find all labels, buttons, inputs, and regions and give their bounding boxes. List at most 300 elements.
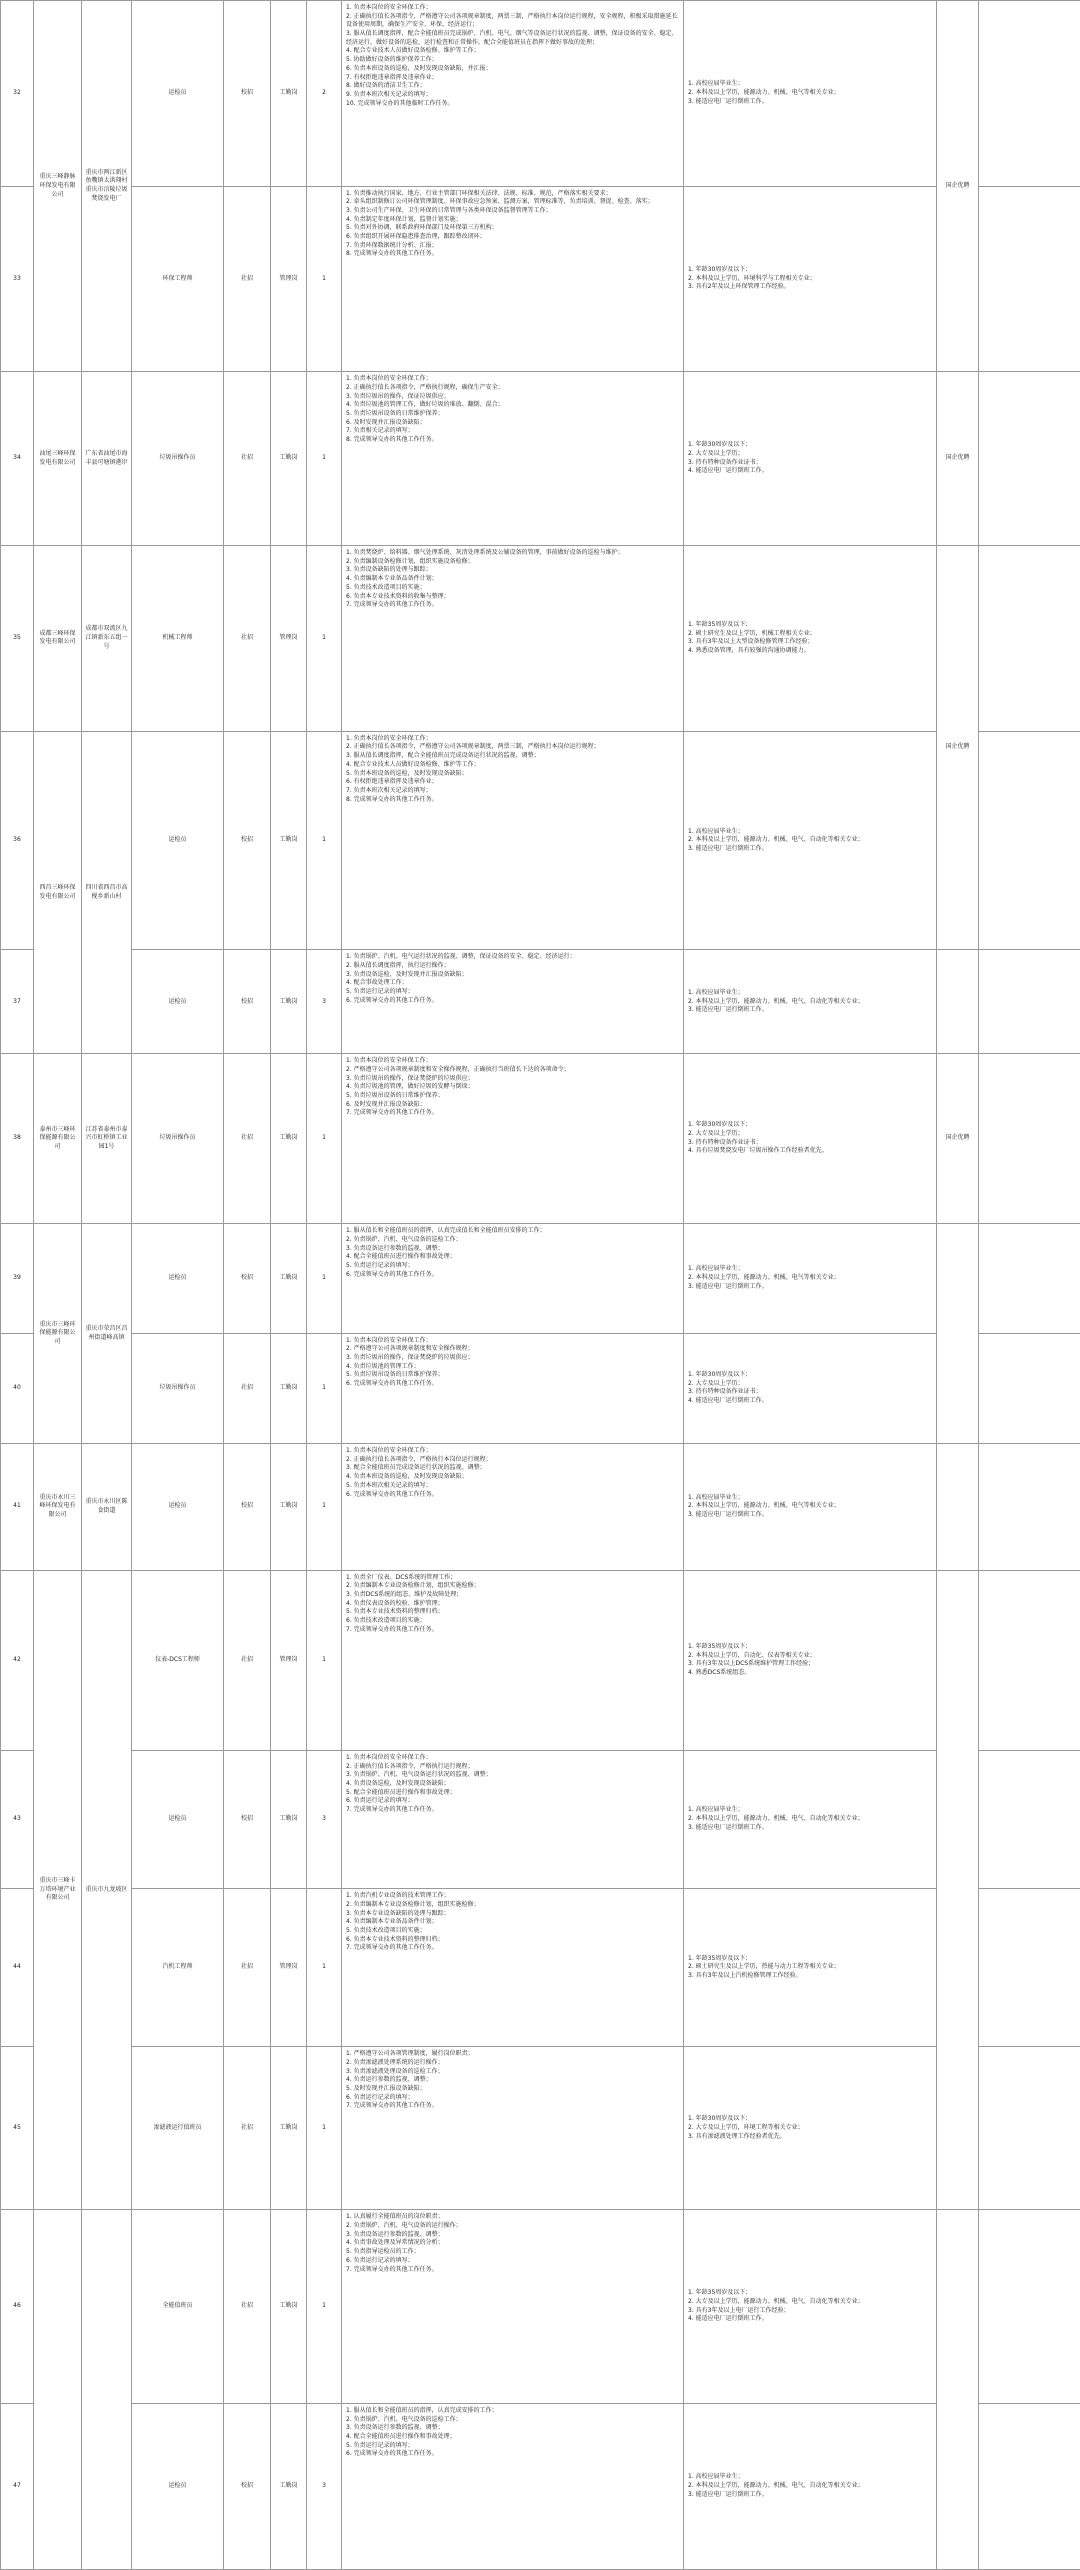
job-duties [342, 372, 684, 546]
job-duties-line: 6. 完成领导交办的其他工作任务。 [346, 2450, 438, 2458]
row-number: 36 [1, 731, 34, 950]
job-duties-line: 2. 牵头组织制修订公司环保管理制度、环保事故应急预案、监测方案，管理标准等，负责培训、督促、检查、落实； [346, 198, 654, 206]
table-row [1, 546, 1080, 732]
table-row [1, 186, 1080, 372]
job-duties-line: 7. 完成领导交办的其他工作任务。 [346, 601, 438, 609]
job-duties-line: 3. 负责锅炉、汽机、电气设备运行状况的监视、调整； [346, 1771, 492, 1779]
job-requirements-line: 1. 年龄35周岁及以下； [688, 621, 752, 629]
job-duties-line: 1. 负责本岗位的安全环保工作； [346, 4, 432, 11]
position-name: 垃圾吊操作员 [132, 372, 224, 546]
position-name: 运检员 [132, 1224, 224, 1333]
job-duties-line: 1. 负责全厂仪表、DCS系统的管理工作； [346, 1573, 457, 1581]
job-duties-line: 8. 完成领导交办的其他工作任务。 [346, 795, 438, 803]
position-level: 工勤岗 [271, 731, 307, 950]
remarks-cell [979, 2047, 1080, 2210]
job-duties-line: 4. 配合事故处理工作； [346, 979, 408, 987]
remarks-cell [979, 1750, 1080, 1888]
job-duties-line: 6. 有权拒绝违章指挥及违章作业； [346, 778, 438, 786]
job-duties-line: 1. 负责本岗位的安全环保工作； [346, 734, 432, 742]
company-name: 重庆三峰静脉环保发电有限公司 [34, 1, 82, 372]
job-requirements-line: 4. 能适应电厂运行倒班工作。 [688, 2315, 768, 2323]
job-requirements-line: 3. 能适应电厂运行倒班工作。 [688, 1006, 768, 1014]
headcount: 1 [307, 1889, 342, 2047]
table-row [1, 1224, 1080, 1333]
position-name: 全能值班员 [132, 2210, 224, 2404]
table-row [1, 950, 1080, 1054]
job-requirements [684, 186, 937, 372]
work-address: 重庆市两江新区鱼嘴镇太洪翔村重庆市涪陵垃圾焚烧发电厂 [82, 1, 132, 372]
job-duties-line: 4. 负责垃圾池的管理工作； [346, 1362, 420, 1370]
job-requirements-line: 4. 熟悉DCS系统组态。 [688, 1668, 751, 1676]
job-duties-line: 1. 负责本岗位的安全环保工作； [346, 1336, 432, 1344]
job-requirements-line: 1. 高校应届毕业生； [688, 2473, 744, 2481]
table-row [1, 2403, 1080, 2569]
position-name: 环保工程师 [132, 186, 224, 372]
job-requirements-line: 3. 具有渗滤液处理工作经验者优先。 [688, 2132, 786, 2140]
row-number: 47 [1, 2403, 34, 2569]
table-row [1, 2210, 1080, 2404]
job-duties-line: 3. 负责公司生产环保、卫生环保的日常管理与各类环保设备监督管理等工作； [346, 207, 552, 215]
job-requirements-line: 1. 高校应届毕业生； [688, 827, 744, 835]
job-requirements-line: 3. 能适应电厂运行倒班工作。 [688, 97, 768, 105]
job-duties [342, 1, 684, 187]
job-duties-line: 2. 正确执行值长各项指令，严格遵守公司各项规章制度，两票三制，严格执行本岗位运行规程； [346, 743, 600, 751]
job-requirements-line: 2. 硕士研究生及以上学历，热能与动力工程等相关专业； [688, 1963, 840, 1971]
job-duties-line: 2. 负责渗滤液处理系统的运行操作； [346, 2058, 444, 2066]
job-requirements-line: 4. 熟悉设备管理，具有较强的沟通协调能力。 [688, 647, 810, 655]
job-duties [342, 1054, 684, 1224]
recruit-type: 社招 [224, 372, 271, 546]
company-name: 汕尾三峰环保发电有限公司 [34, 372, 82, 546]
row-number: 33 [1, 186, 34, 372]
recruit-type: 校招 [224, 1224, 271, 1333]
recruit-mode [937, 2210, 979, 2570]
position-name: 仪表-DCS工程师 [132, 1570, 224, 1750]
row-number: 38 [1, 1054, 34, 1224]
job-duties-line: 1. 服从值长和全能值班员的指挥，认真完成值长和全能值班员安排的工作； [346, 1227, 546, 1235]
job-duties-line: 5. 负责运行记录的填写； [346, 988, 414, 996]
recruit-mode: 国企优聘 [937, 1054, 979, 1224]
job-duties-line: 6. 及时发现并汇报设备缺陷； [346, 1100, 426, 1108]
job-duties-line: 2. 正确执行值长各项指令，严格执行规程，确保生产安全； [346, 384, 504, 391]
job-requirements [684, 2047, 937, 2210]
job-requirements-line: 3. 能适应电厂运行倒班工作。 [688, 1282, 768, 1290]
position-level: 管理岗 [271, 546, 307, 732]
job-duties-line: 4. 配合专业技术人员做好设备检修、维护等工作； [346, 47, 480, 55]
recruit-type: 社招 [224, 1333, 271, 1444]
job-requirements-line: 2. 本科及以上学历，能源动力、机械、电气等相关专业； [688, 1274, 840, 1282]
recruit-type: 社招 [224, 2210, 271, 2404]
job-duties-line: 8. 完成领导交办的其他工作任务。 [346, 436, 438, 444]
position-name: 机械工程师 [132, 546, 224, 732]
recruit-mode [937, 1570, 979, 2210]
row-number: 43 [1, 1750, 34, 1888]
job-duties-line: 7. 完成领导交办的其他工作任务。 [346, 2265, 438, 2273]
job-duties-line: 4. 负责事故处理及异常情况的分析； [346, 2239, 444, 2247]
position-level: 管理岗 [271, 1570, 307, 1750]
job-duties-line: 7. 负责环保数据统计分析、汇报； [346, 241, 438, 249]
row-number: 44 [1, 1889, 34, 2047]
job-duties [342, 2210, 684, 2404]
job-duties-line: 5. 负责运行记录的填写； [346, 2441, 414, 2449]
recruit-mode [937, 950, 979, 1054]
remarks-cell [979, 1889, 1080, 2047]
job-requirements-line: 2. 大专及以上学历； [688, 450, 744, 458]
row-number: 46 [1, 2210, 34, 2404]
remarks-cell [979, 1333, 1080, 1444]
remarks-cell [979, 950, 1080, 1054]
recruit-type: 社招 [224, 186, 271, 372]
job-requirements-line: 1. 年龄30周岁及以下； [688, 1121, 752, 1129]
position-name: 汽机工程师 [132, 1889, 224, 2047]
job-duties-line: 5. 负责指导运检员的工作； [346, 2248, 420, 2256]
position-level: 工勤岗 [271, 1224, 307, 1333]
recruit-mode: 国企优聘 [937, 1, 979, 372]
row-number: 32 [1, 1, 34, 187]
job-duties-line: 6. 负责组织开展环保隐患排查治理，跟踪整改闭环； [346, 233, 486, 241]
headcount: 1 [307, 1444, 342, 1570]
job-duties-line: 1. 负责本岗位的安全环保工作； [346, 1447, 432, 1455]
job-requirements-line: 2. 本科及以上学历，能源动力、机械、电气、自动化等相关专业； [688, 2482, 864, 2490]
row-number: 42 [1, 1570, 34, 1750]
job-duties-line: 1. 严格遵守公司各项管理制度，履行岗位职责； [346, 2050, 474, 2058]
job-requirements-line: 3. 持有特种设备作业证书； [688, 1138, 762, 1146]
job-duties [342, 186, 684, 372]
recruit-type: 校招 [224, 1444, 271, 1570]
job-duties-line: 7. 完成领导交办的其他工作任务。 [346, 1109, 438, 1117]
job-duties-line: 2. 负责锅炉、汽机、电气设备的运行操作； [346, 2222, 462, 2230]
work-address: 重庆市九龙坡区 [82, 1570, 132, 2210]
job-requirements-line: 2. 大专及以上学历； [688, 1130, 744, 1138]
job-requirements [684, 1224, 937, 1333]
job-duties-line: 3. 配合全能值班员完成设备运行状况的监视、调整； [346, 1464, 486, 1472]
job-duties-line: 3. 负责设备运行参数的监视、调整； [346, 1244, 444, 1252]
job-duties-line: 6. 完成领导交办的其他工作任务。 [346, 1490, 438, 1498]
job-duties-line: 3. 负责设备缺陷的处理与跟踪； [346, 566, 432, 574]
job-requirements-line: 1. 高校应届毕业生； [688, 988, 744, 996]
job-duties-line: 7. 负责相关记录的填写； [346, 427, 414, 435]
recruit-type: 社招 [224, 1570, 271, 1750]
job-requirements-line: 1. 年龄30周岁及以下； [688, 265, 752, 273]
job-duties-line: 5. 负责对外协调，联系政府环保部门及环保第三方机构； [346, 224, 498, 232]
company-name: 重庆市永川三峰环保发电有限公司 [34, 1444, 82, 1570]
job-requirements-line: 4. 具有垃圾焚烧发电厂垃圾吊操作工作经验者优先。 [688, 1147, 828, 1155]
job-duties-line: 6. 负责技术改造项目的实施； [346, 1616, 426, 1624]
job-duties-line: 5. 负责本班次相关记录的填写； [346, 1481, 432, 1489]
job-duties-line: 8. 做好设备的清洁卫生工作； [346, 82, 426, 90]
job-duties-line: 2. 正确执行值长各项指令，严格遵守公司各项规章制度，两票三制，严格执行本岗位运行规程，安全规程，积极采取措施延长设备使用周期，确保生产安全、环保、经济运行； [346, 12, 678, 29]
job-requirements-line: 3. 持有特种设备作业证书； [688, 1388, 762, 1396]
position-name: 渗滤液运行值班员 [132, 2047, 224, 2210]
row-number: 37 [1, 950, 34, 1054]
row-number: 39 [1, 1224, 34, 1333]
headcount: 2 [307, 1, 342, 187]
job-duties-line: 5. 负责技术改造项目的实施； [346, 583, 426, 591]
job-duties-line: 7. 完成领导交办的其他工作任务。 [346, 1625, 438, 1633]
table-row [1, 1054, 1080, 1224]
job-duties-line: 6. 负责本班设备的巡检，及时发现设备缺陷，并汇报； [346, 64, 492, 72]
job-duties-line: 4. 负责制定年度环保计划，监督计划实施； [346, 215, 462, 223]
job-duties-line: 5. 负责本班设备的巡检，及时发现设备缺陷； [346, 769, 468, 777]
job-duties-line: 3. 负责设备运行参数的监视、调整； [346, 2230, 444, 2238]
table-row [1, 1750, 1080, 1888]
company-name: 西昌三峰环保发电有限公司 [34, 731, 82, 1054]
job-requirements [684, 1750, 937, 1888]
job-duties-line: 4. 负责编制本专业备品备件计划； [346, 575, 438, 583]
job-requirements-line: 4. 能适应电厂运行倒班工作。 [688, 467, 768, 475]
job-requirements-line: 3. 具有3年及以上汽机检修管理工作经验。 [688, 1971, 802, 1979]
position-name: 垃圾吊操作员 [132, 1333, 224, 1444]
job-requirements-line: 2. 硕士研究生及以上学历，机械工程相关专业； [688, 629, 816, 637]
headcount: 1 [307, 2047, 342, 2210]
job-duties-line: 6. 完成领导交办的其他工作任务。 [346, 996, 438, 1004]
job-duties-line: 3. 负责垃圾吊的操作，保证焚烧炉的垃圾供应； [346, 1074, 474, 1082]
job-duties-line: 7. 完成领导交办的其他工作任务。 [346, 2102, 438, 2110]
job-requirements [684, 731, 937, 950]
job-duties-line: 5. 负责本专业技术资料的整理归档； [346, 1608, 444, 1616]
remarks-cell [979, 1570, 1080, 1750]
job-duties-line: 8. 完成领导交办的其他工作任务。 [346, 250, 438, 258]
job-requirements-line: 2. 大专及以上学历，环境工程等相关专业； [688, 2123, 804, 2131]
job-requirements [684, 1889, 937, 2047]
recruit-type: 校招 [224, 731, 271, 950]
job-duties-line: 6. 负责本专业技术资料的收集与整理； [346, 592, 450, 600]
job-duties-line: 7. 有权拒绝违章指挥及违章作业； [346, 73, 438, 81]
job-duties-line: 1. 认真履行全能值班员的岗位职责； [346, 2213, 444, 2221]
job-duties-line: 4. 负责仪表设备的校验、维护管理； [346, 1599, 444, 1607]
work-address: 广东省汕尾市海丰县可塘镇港岸 [82, 372, 132, 546]
remarks-cell [979, 731, 1080, 950]
job-duties [342, 2047, 684, 2210]
job-duties-line: 4. 配合全能值班员进行操作和事故处理； [346, 1253, 456, 1261]
job-duties-line: 1. 负责本岗位的安全环保工作； [346, 1057, 432, 1065]
job-duties-line: 1. 服从值长和全能值班员的指挥，认真完成安排的工作； [346, 2406, 498, 2414]
table-row [1, 1570, 1080, 1750]
job-requirements-line: 2. 本科及以上学历，能源动力、机械、电气、自动化等相关专业； [688, 1815, 864, 1823]
job-duties-line: 1. 负责汽机专业设备的技术管理工作； [346, 1892, 450, 1900]
job-requirements-line: 3. 具有3年及以上电厂运行工作经验； [688, 2306, 790, 2314]
recruit-type: 校招 [224, 950, 271, 1054]
job-requirements [684, 1, 937, 187]
work-address: 四川省西昌市高枧乡新山村 [82, 731, 132, 1054]
job-duties-line: 1. 负责推动执行国家、地方、行业主管部门环保相关法律、法规、标准、规范，严格落实相关要求； [346, 189, 612, 197]
headcount: 1 [307, 731, 342, 950]
job-duties-line: 6. 负责运行记录的填写； [346, 1797, 414, 1805]
job-duties-line: 5. 负责运行记录的填写； [346, 1261, 414, 1269]
work-address: 重庆市永川区陈食街道 [82, 1444, 132, 1570]
job-duties-line: 3. 服从值长调度指挥，配合全能值班员完成设备运行状况的监视、调整； [346, 752, 540, 760]
position-level: 工勤岗 [271, 1054, 307, 1224]
headcount: 1 [307, 372, 342, 546]
job-requirements [684, 950, 937, 1054]
remarks-cell [979, 2210, 1080, 2404]
job-duties-line: 2. 严格遵守公司各项规章制度和安全操作规程； [346, 1345, 474, 1353]
job-duties [342, 1570, 684, 1750]
recruit-mode [937, 1224, 979, 1444]
remarks-cell [979, 1444, 1080, 1570]
job-duties-line: 1. 负责锅炉、汽机、电气运行状况的监视、调整，保证设备的安全、稳定、经济运行； [346, 953, 576, 961]
recruit-type: 校招 [224, 2403, 271, 2569]
job-duties-line: 4. 负责垃圾池的管理，做好垃圾的发酵与倒垛； [346, 1083, 474, 1091]
job-requirements [684, 1333, 937, 1444]
position-level: 工勤岗 [271, 1333, 307, 1444]
position-name: 运检员 [132, 1, 224, 187]
job-requirements-line: 3. 具有3年及以上大型设备检修管理工作经验； [688, 638, 814, 646]
recruit-mode: 国企优聘 [937, 546, 979, 950]
job-duties [342, 1889, 684, 2047]
position-level: 管理岗 [271, 1889, 307, 2047]
position-name: 运检员 [132, 731, 224, 950]
job-duties-line: 7. 负责本班次相关记录的填写； [346, 786, 432, 794]
recruit-mode [937, 1444, 979, 1570]
job-duties-line: 4. 负责编制本专业备品备件计划； [346, 1918, 438, 1926]
job-duties-line: 10. 完成领导交办的其他临时工作任务。 [346, 99, 454, 107]
job-duties-line: 5. 负责垃圾吊设备的日常维护保养； [346, 1371, 444, 1379]
headcount: 1 [307, 2210, 342, 2404]
position-level: 工勤岗 [271, 2403, 307, 2569]
job-duties-line: 7. 完成领导交办的其他工作任务。 [346, 1806, 438, 1814]
job-duties-line: 5. 配合全能值班员进行操作和事故处理； [346, 1788, 456, 1796]
job-duties-line: 6. 负责运行记录的填写； [346, 2256, 414, 2264]
position-level: 工勤岗 [271, 1444, 307, 1570]
position-level: 工勤岗 [271, 372, 307, 546]
row-number: 34 [1, 372, 34, 546]
row-number: 40 [1, 1333, 34, 1444]
job-requirements-line: 2. 大专及以上学历； [688, 1379, 744, 1387]
job-requirements [684, 2210, 937, 2404]
job-duties-line: 2. 正确执行值长各项指令，严格执行本岗位运行规程； [346, 1455, 492, 1463]
job-duties-line: 4. 负责本班设备的巡检，及时发现设备缺陷； [346, 1473, 468, 1481]
company-name: 重庆市三峰卡万塔环境产业有限公司 [34, 1570, 82, 2210]
remarks-cell [979, 1, 1080, 187]
table-row [1, 372, 1080, 546]
table-row [1, 1, 1080, 187]
table-row [1, 2047, 1080, 2210]
recruit-mode: 国企优聘 [937, 372, 979, 546]
job-duties-line: 4. 配合专业技术人员做好设备检修、维护等工作； [346, 760, 480, 768]
job-duties-line: 4. 负责运行参数的监视、调整； [346, 2076, 432, 2084]
position-level: 工勤岗 [271, 1, 307, 187]
job-duties [342, 1444, 684, 1570]
job-requirements-line: 2. 本科及以上学历，能源动力、机械、电气等相关专业； [688, 88, 840, 96]
headcount: 1 [307, 1333, 342, 1444]
job-duties-line: 2. 负责编制本专业设备检修计划，组织实施检修； [346, 1582, 480, 1590]
remarks-cell [979, 546, 1080, 732]
job-requirements-line: 1. 年龄35周岁及以下； [688, 2289, 752, 2297]
headcount: 1 [307, 1224, 342, 1333]
recruit-type: 社招 [224, 546, 271, 732]
job-requirements-line: 1. 年龄30周岁及以下； [688, 441, 752, 449]
job-duties-line: 6. 负责运行记录的填写； [346, 2093, 414, 2101]
job-requirements-line: 1. 高校应届毕业生； [688, 1265, 744, 1273]
job-requirements [684, 1444, 937, 1570]
job-duties-line: 2. 服从值长调度指挥，执行运行操作； [346, 962, 450, 970]
work-address: 江苏省泰州市泰兴市虹桥镇工业园1号 [82, 1054, 132, 1224]
table-row [1, 731, 1080, 950]
job-requirements-line: 3. 能适应电厂运行倒班工作。 [688, 1823, 768, 1831]
company-name: 成都三峰环保发电有限公司 [34, 546, 82, 732]
table-row [1, 1333, 1080, 1444]
headcount: 3 [307, 1750, 342, 1888]
job-duties-line: 3. 负责垃圾吊的操作，保证焚烧炉的垃圾供应； [346, 1353, 474, 1361]
recruit-type: 社招 [224, 1054, 271, 1224]
job-requirements-line: 1. 高校应届毕业生； [688, 1493, 744, 1501]
job-duties-line: 5. 及时发现并汇报设备缺陷； [346, 2084, 426, 2092]
job-duties-line: 3. 负责DCS系统的组态、维护及故障处理； [346, 1590, 463, 1598]
row-number: 41 [1, 1444, 34, 1570]
position-name: 运检员 [132, 1444, 224, 1570]
position-level: 工勤岗 [271, 2047, 307, 2210]
position-level: 管理岗 [271, 186, 307, 372]
job-duties-line: 3. 负责设备运行参数的监视、调整； [346, 2424, 444, 2432]
remarks-cell [979, 186, 1080, 372]
job-duties-line: 2. 负责锅炉、汽机、电气设备的巡检工作； [346, 1235, 462, 1243]
position-level: 工勤岗 [271, 950, 307, 1054]
job-duties-line: 3. 负责渗滤液处理设备的巡检工作； [346, 2067, 444, 2075]
job-duties-line: 6. 及时发现并汇报设备缺陷； [346, 418, 426, 426]
job-requirements-line: 2. 本科及以上学历，环境科学与工程相关专业； [688, 274, 816, 282]
table-row [1, 1889, 1080, 2047]
row-number: 35 [1, 546, 34, 732]
company-name: 泰州市三峰环保能源有限公司 [34, 1054, 82, 1224]
job-requirements-line: 4. 能适应电厂运行倒班工作。 [688, 1396, 768, 1404]
row-number: 45 [1, 2047, 34, 2210]
headcount: 1 [307, 1570, 342, 1750]
job-duties-line: 3. 服从值长调度指挥，配合全能值班员完成锅炉、汽机、电气、烟气等设备运行状况的监视、调整，保证设备的安全、稳定、经济运行，做好设备的巡检，运行检查和正常操作，配合全能值班员在指挥下做好事故的处理； [346, 30, 678, 46]
job-duties-line: 1. 负责焚烧炉、给料器、烟气处理系统、灰渣处理系统及公辅设备的管理，事前做好设备的巡检与维护； [346, 549, 624, 557]
job-duties-line: 6. 完成领导交办的其他工作任务。 [346, 1270, 438, 1278]
company-name: 重庆市三峰环保能源有限公司 [34, 1224, 82, 1444]
position-name: 运检员 [132, 1750, 224, 1888]
job-requirements-line: 1. 年龄35周岁及以下； [688, 1642, 752, 1650]
job-duties-line: 5. 负责技术改造项目的实施； [346, 1926, 426, 1934]
headcount: 1 [307, 186, 342, 372]
job-duties-line: 3. 负责本专业设备缺陷的处理与跟踪； [346, 1909, 450, 1917]
job-duties [342, 731, 684, 950]
job-duties-line: 9. 负责本班次相关记录的填写； [346, 90, 432, 98]
job-requirements-line: 3. 能适应电厂运行倒班工作。 [688, 1511, 768, 1519]
job-requirements-line: 3. 具有2年及以上环保管理工作经验。 [688, 283, 790, 291]
headcount: 3 [307, 2403, 342, 2569]
job-duties-line: 5. 负责垃圾吊设备的日常维护保养； [346, 1092, 444, 1100]
recruit-type: 校招 [224, 1750, 271, 1888]
job-duties-line: 3. 负责设备巡检，及时发现并汇报设备缺陷； [346, 970, 468, 978]
work-address: 重庆市荣昌区昌州街道峰高镇 [82, 1224, 132, 1444]
remarks-cell [979, 2403, 1080, 2569]
job-requirements-line: 2. 本科及以上学历，能源动力、机械、电气、自动化等相关专业； [688, 836, 864, 844]
job-duties-line: 5. 负责垃圾吊设备的日常维护保养； [346, 410, 444, 418]
job-requirements-line: 2. 本科及以上学历，能源动力、机械、电气等相关专业； [688, 1502, 840, 1510]
table-row [1, 1444, 1080, 1570]
job-requirements-line: 2. 本科及以上学历，能源动力、机械、电气、自动化等相关专业； [688, 997, 864, 1005]
job-requirements-line: 2. 本科及以上学历，自动化、仪表等相关专业； [688, 1651, 816, 1659]
job-duties-line: 2. 负责锅炉、汽机、电气设备的巡检工作； [346, 2415, 462, 2423]
job-duties-line: 4. 配合全能值班员进行操作和事故处理； [346, 2433, 456, 2441]
job-duties-line: 1. 负责本岗位的安全环保工作； [346, 375, 432, 383]
job-duties [342, 2403, 684, 2569]
position-name: 运检员 [132, 950, 224, 1054]
job-requirements [684, 372, 937, 546]
job-duties-line: 2. 负责编制本专业设备检修计划，组织实施检修； [346, 1900, 480, 1908]
job-duties [342, 1750, 684, 1888]
work-address: 成都市双流区九江镇新东五组一号 [82, 546, 132, 732]
job-duties [342, 1224, 684, 1333]
job-duties-line: 6. 负责本专业技术资料的整理归档； [346, 1935, 444, 1943]
job-duties-line: 2. 负责编制设备检修计划，组织实施设备检修； [346, 557, 474, 565]
job-requirements [684, 1054, 937, 1224]
remarks-cell [979, 1224, 1080, 1333]
job-requirements [684, 1570, 937, 1750]
